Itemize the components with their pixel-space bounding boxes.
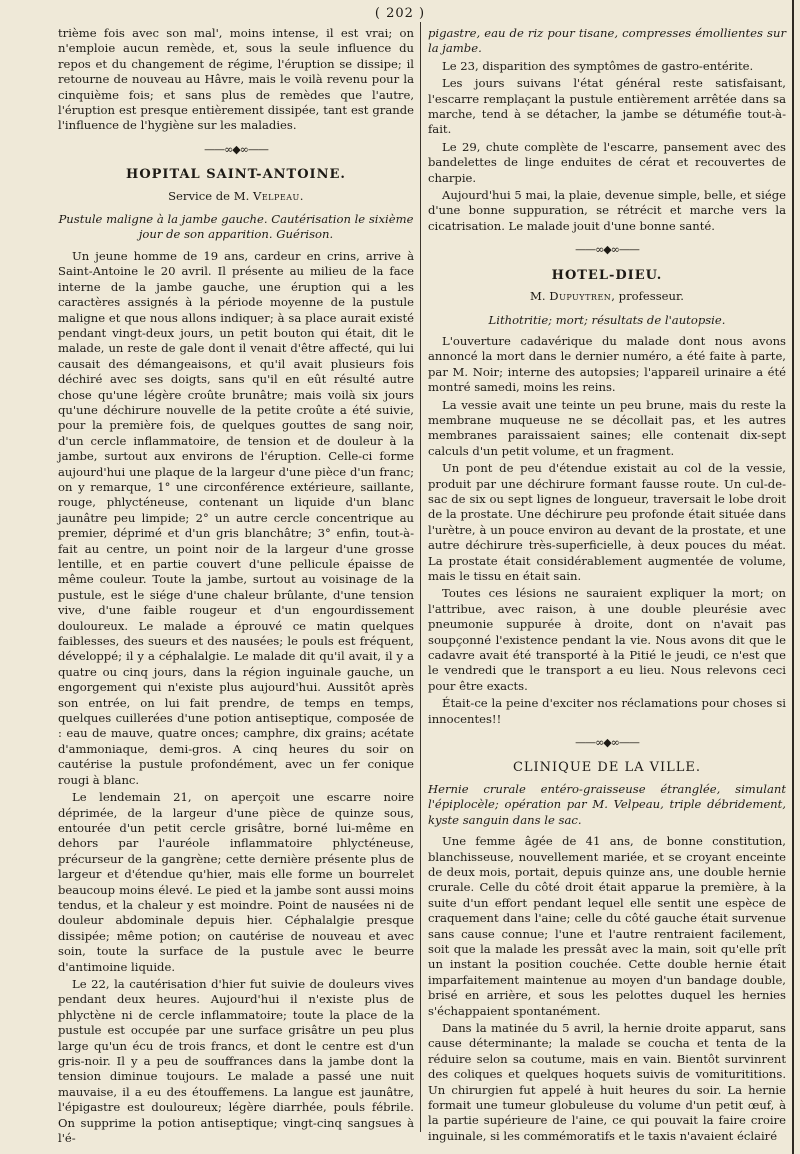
prof-prefix: M. xyxy=(530,289,550,304)
ornament-divider: ——∞◆∞—— xyxy=(575,243,639,257)
right-column xyxy=(428,26,786,1146)
case-paragraph: Le lendemain 21, on aperçoit une escarre noire déprimée, de la largeur d'une pièce de quinze sous, entourée d'un petit cercle grisâtre, borné lui-même en dehors par l'auréole inflammatoire phlycténeuse, précurseur de la gangrène; cette dernière présente plus de largeur et d'étendue qu'hier, mais elle forme un bourrelet beaucoup moins élevé. Le pied et la jambe sont aussi moins tendus, et la chaleur y est moindre. Point de nausées ni de douleur abdominale depuis hier. Céphalalgie presque dissipée; même potion; on cautérise de nouveau et avec soin, toute la surface de la pustule avec le beurre d'antimoine liquide. xyxy=(58,790,414,974)
ornament-divider: ——∞◆∞—— xyxy=(575,736,639,750)
hospital-heading: HOTEL-DIEU. xyxy=(551,267,663,283)
professor-line xyxy=(428,289,786,304)
page-edge-rule xyxy=(792,0,794,1154)
column-divider xyxy=(420,22,421,1132)
intro-paragraph: trième fois avec son mal', moins intense, il est vrai; on n'emploie aucun remède, et, sous la seule influence du repos et du changement de régime, l'éruption se dissipe; il retourne de nouveau au Hâvre, mais le voilà revenu pour la cinquième fois; et sans plus de remèdes que l'autre, l'éruption est presque entièrement dissipée, tant est grande l'influence de l'hygiène sur les maladies. xyxy=(58,26,414,133)
case-paragraph: Aujourd'hui 5 mai, la plaie, devenue simple, belle, et siége d'une bonne suppuration, se rétrécit et marche vers la cicatrisation. Le malade jouit d'une bonne santé. xyxy=(428,188,786,233)
service-line xyxy=(58,189,414,204)
case-title: Lithotritie; mort; résultats de l'autopsie. xyxy=(488,312,726,327)
case-paragraph: L'ouverture cadavérique du malade dont nous avons annoncé la mort dans le dernier numéro, a été faite à parte, par M. Noir; interne des autopsies; l'appareil urinaire a été montré samedi, moins les reins. xyxy=(428,333,786,395)
case-paragraph: Le 23, disparition des symptômes de gastro-entérite. xyxy=(442,58,754,73)
page-number: ( 202 ) xyxy=(374,6,426,21)
case-title: Pustule maligne à la jambe gauche. Cautérisation le sixième jour de son apparition. Guérison. xyxy=(58,212,414,242)
case-paragraph: Était-ce la peine d'exciter nos réclamations pour choses si innocentes!! xyxy=(428,696,786,726)
case-paragraph: Un jeune homme de 19 ans, cardeur en crins, arrive à Saint-Antoine le 20 avril. Il présente au milieu de la face interne de la jambe gauche, une éruption qui a les caractères assignés à la période moyenne de la pustule maligne et que nous allons indiquer; à sa place aurait existé pendant vingt-deux jours, un petit bouton qui était, dit le malade, un reste de gale dont il venait d'être affecté, qui lui causait des démangeaisons, et qu'il avait plusieurs fois déchiré avec ses doigts, sans qu'il en eût résulté autre chose qu'une légère croûte brunâtre; mais voilà six jours qu'une déchirure nouvelle de la petite croûte a été suivie, pour la première fois, de quelques gouttes de sang noir, d'un cercle inflammatoire, de tension et de douleur à la jambe, surtout aux environs de l'éruption. Celle-ci forme aujourd'hui une plaque de la largeur d'une pièce d'un franc; on y remarque, 1° une circonférence extérieure, saillante, rouge, phlycténeuse, contenant un liquide d'un blanc jaunâtre peu limpide; 2° un autre cercle concentrique au premier, déprimé et d'un gris blanchâtre; 3° enfin, tout-à-fait au centre, un point noir de la largeur d'une grosse lentille, et en partie couvert d'une pellicule épaisse de même couleur. Toute la jambe, surtout au voisinage de la pustule, est le siége d'une chaleur brûlante, d'une tension vive, d'une faible rougeur et d'un engourdissement douloureux. Le malade a éprouvé ce matin quelques faiblesses, des sueurs et des nausées; le pouls est fréquent, développé; il y a céphalalgie. Le malade dit qu'il avait, il y a quatre ou cinq jours, dans la région inguinale gauche, un engorgement qui n'existe plus aujourd'hui. Aussitôt après son entrée, on lui fait prendre, de temps en temps, quelques cuillerées d'une potion antiseptique, composée de : eau de mauve, quatre onces; camphre, dix grains; acétate d'ammoniaque, demi-gros. A cinq heures du soir on cautérise la pustule profondément, avec un fer conique rougi à blanc. xyxy=(58,248,414,787)
left-column xyxy=(58,26,414,1148)
service-name: Velpeau. xyxy=(252,188,304,203)
ornament-divider: ——∞◆∞—— xyxy=(204,142,268,156)
case-paragraph: Une femme âgée de 41 ans, de bonne constitution, blanchisseuse, nouvellement mariée, et se croyant enceinte de deux mois, portait, depuis quinze ans, une double hernie crurale. Celle du côté droit était apparue la première, à la suite d'un effort pendant lequel elle sentit une espèce de craquement dans l'aine; celle du côté gauche était survenue sans cause connue; l'une et l'autre rentraient facilement, soit que la malade les pressât avec la main, soit qu'elle prît un instant la position couchée. Cette double hernie était imparfaitement maintenue au moyen d'un bandage double, brisé en arrière, et sous les pelottes duquel les hernies s'échappaient spontanément. xyxy=(428,834,786,1018)
prof-name: Dupuytren xyxy=(549,289,612,304)
case-paragraph: Les jours suivans l'état général reste satisfaisant, l'escarre remplaçant la pustule entièrement arrêtée dans sa marche, tend à se détacher, la jambe se détuméfie tout-à-fait. xyxy=(428,76,786,137)
clinic-heading: CLINIQUE DE LA VILLE. xyxy=(512,760,702,776)
continued-paragraph: pigastre, eau de riz pour tisane, compresses émollientes sur la jambe. xyxy=(428,26,786,56)
prof-suffix: , professeur. xyxy=(611,289,684,304)
case-paragraph: Un pont de peu d'étendue existait au col de la vessie, produit par une déchirure formant fausse route. Un cul-de-sac de six ou sept lignes de longueur, traversait le lobe droit de la prostate. Une déchirure peu profonde était située dans l'urètre, à un pouce environ au devant de la prostate, et une autre déchirure très-superficielle, à deux pouces du méat. La prostate était considérablement augmentée de volume, mais le tissu en était sain. xyxy=(428,461,786,583)
hospital-heading: HOPITAL SAINT-ANTOINE. xyxy=(126,167,346,183)
service-prefix: Service de M. xyxy=(168,188,253,203)
case-paragraph: Le 22, la cautérisation d'hier fut suivie de douleurs vives pendant deux heures. Aujourd'hui il n'existe plus de phlyctène ni de cercle inflammatoire; toute la place de la pustule est occupée par une surface grisâtre un peu plus large qu'un écu de trois francs, et dont le centre est d'un gris-noir. Il y a peu de souffrances dans la jambe dont la tension diminue toujours. Le malade a passé une nuit mauvaise, il a eu des étouffemens. La langue est jaunâtre, l'épigastre est douloureux; légère diarrhée, pouls fébrile. On supprime la potion antiseptique; vingt-cinq sangsues à l'é- xyxy=(58,976,414,1146)
case-paragraph: Dans la matinée du 5 avril, la hernie droite apparut, sans cause déterminante; la malade se coucha et tenta de la réduire selon sa coutume, mais en vain. Bientôt survinrent des coliques et quelques hoquets suivis de vomiturititions. Un chirurgien fut appelé à huit heures du soir. La hernie formait une tumeur globuleuse du volume d'un petit œuf, à la partie supérieure de l'aine, ce qui pouvait la faire croire inguinale, si les commémoratifs et le taxis n'avaient éclairé xyxy=(428,1020,786,1143)
case-title: Hernie crurale entéro-graisseuse étranglée, simulant l'épiplocèle; opération par M. Velpeau, triple débridement, kyste sanguin dans le sac. xyxy=(428,781,786,827)
case-paragraph: Le 29, chute complète de l'escarre, pansement avec des bandelettes de linge enduites de cérat et recouvertes de charpie. xyxy=(428,139,786,185)
case-paragraph: Toutes ces lésions ne sauraient expliquer la mort; on l'attribue, avec raison, à une double pleurésie avec pneumonie suppurée à droite, dont on n'avait pas soupçonné l'existence pendant la vie. Nous avons dit que le cadavre avait été transporté à la Pitié le jeudi, ce n'est que le vendredi que le transport a eu lieu. Nous relevons ceci pour être exacts. xyxy=(428,586,786,693)
case-paragraph: La vessie avait une teinte un peu brune, mais du reste la membrane muqueuse ne se décollait pas, et les autres membranes paraissaient saines; elle contenait dix-sept calculs d'un petit volume, et un fragment. xyxy=(428,397,786,458)
